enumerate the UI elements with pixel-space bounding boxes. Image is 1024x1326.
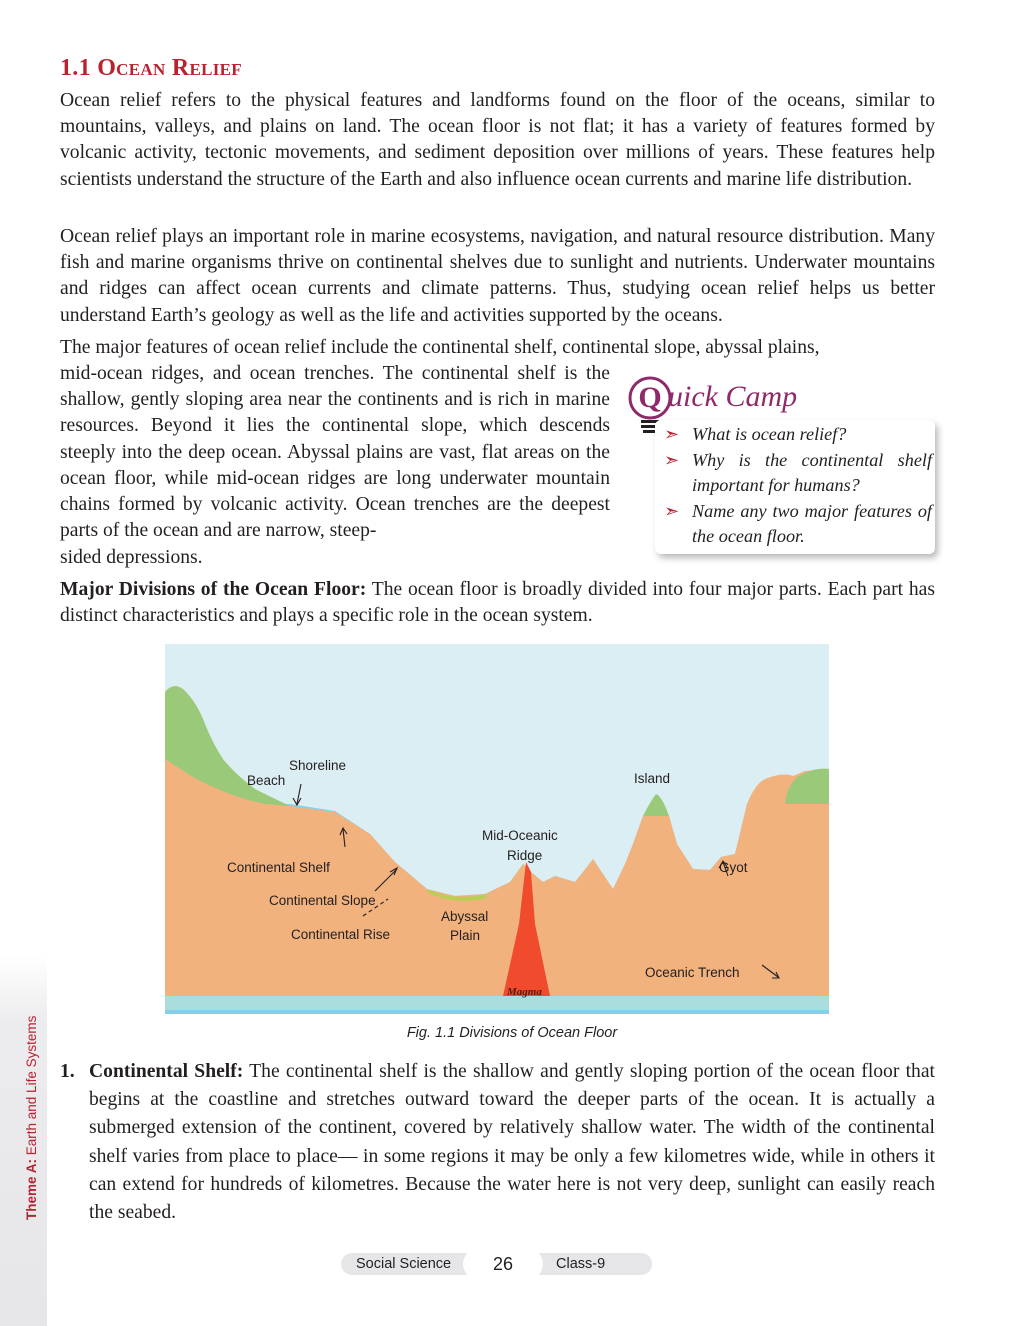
paragraph-major-features-end: sided depressions. — [60, 547, 203, 568]
label-ridge: Ridge — [507, 848, 543, 863]
paragraph-major-divisions: Major Divisions of the Ocean Floor: The ocean floor is broadly divided into four major parts. Each part has distinct characteristics and plays a specific role in the ocean system. — [60, 579, 935, 627]
paragraph-major-features: mid-ocean ridges, and ocean trenches. The continental shelf is the shallow, gently sloping area near the continents and is rich in marine resources. Beyond it lies the continental slope, which descends steeply into the deep ocean. Abyssal plains are vast, flat areas on the ocean floor, while mid-ocean ridges are long underwater mountain chains formed by volcanic activity. Ocean trenches are the deepest parts of the ocean and are narrow, steep- — [60, 363, 610, 542]
quick-camp-questions — [664, 422, 932, 550]
label-island: Island — [634, 771, 671, 786]
quick-camp-question: ➣ Why is the continental shelf important for humans? — [664, 450, 932, 495]
quick-camp-question: ➣ What is ocean relief? — [664, 422, 932, 446]
page-number: 26 — [463, 1248, 543, 1280]
label-magma: Magma — [507, 986, 542, 998]
label-oceanic-trench: Oceanic Trench — [645, 965, 740, 980]
section-title: 1.1 Ocean Relief — [60, 55, 242, 81]
label-continental-shelf: Continental Shelf — [227, 860, 330, 875]
footer-subject: Social Science — [356, 1256, 452, 1272]
quick-camp-logo-letter: Q — [638, 381, 662, 414]
label-continental-slope: Continental Slope — [269, 893, 376, 908]
footer-class: Class-9 — [556, 1256, 606, 1272]
quick-camp-question: ➣ Name any two major features of the ocean floor. — [664, 501, 932, 546]
theme-side-label: Theme A: Earth and Life Systems — [24, 1015, 39, 1220]
ocean-floor-base — [165, 996, 829, 1010]
paragraph-major-features-line1: The major features of ocean relief include the continental shelf, continental slope, abyssal plains, — [60, 337, 820, 358]
label-abyssal: Abyssal — [441, 909, 489, 924]
quick-camp-title: uick Camp — [668, 380, 798, 413]
figure-caption: Fig. 1.1 Divisions of Ocean Floor — [406, 1025, 618, 1041]
label-shoreline: Shoreline — [289, 758, 347, 773]
label-beach: Beach — [247, 773, 286, 788]
list-item-continental-shelf: 1. Continental Shelf: The continental shelf is the shallow and gently sloping portion of the ocean floor that begins at the coastline and stretches outward toward the deeper parts of the ocean. It is actually a submerged extension of the continent, covered by relatively shallow water. The width of the continental shelf varies from place to place— in some regions it may be only a few kilometres wide, while in others it can extend for hundreds of kilometres. Because the water here is not very deep, sunlight can easily reach the seabed. — [60, 1058, 935, 1227]
arrow-icon: ➣ — [664, 450, 680, 471]
list-number: 1. — [60, 1061, 75, 1082]
arrow-icon: ➣ — [664, 501, 680, 522]
label-plain: Plain — [450, 928, 481, 943]
label-continental-rise: Continental Rise — [291, 927, 391, 942]
label-gyot: Gyot — [719, 860, 748, 875]
paragraph-ocean-relief-importance: Ocean relief plays an important role in marine ecosystems, navigation, and natural resource distribution. Many fish and marine organisms thrive on continental shelves due to sunlight and nutrients. Underwater mountains and ridges can affect ocean currents and climate patterns. Thus, studying ocean relief helps us better understand Earth’s geology as well as the life and activities supported by the oceans. — [60, 226, 935, 326]
paragraph-ocean-relief-definition: Ocean relief refers to the physical features and landforms found on the floor of the oceans, similar to mountains, valleys, and plains on land. The ocean floor is not flat; it has a variety of features formed by volcanic activity, tectonic movements, and sediment deposition over millions of years. These features help scientists understand the structure of the Earth and also influence ocean currents and marine life distribution. — [60, 90, 935, 190]
page-footer — [341, 1253, 652, 1275]
label-mid-oceanic: Mid-Oceanic — [482, 828, 558, 843]
ocean-floor-diagram — [165, 644, 829, 1014]
arrow-icon: ➣ — [664, 424, 680, 444]
